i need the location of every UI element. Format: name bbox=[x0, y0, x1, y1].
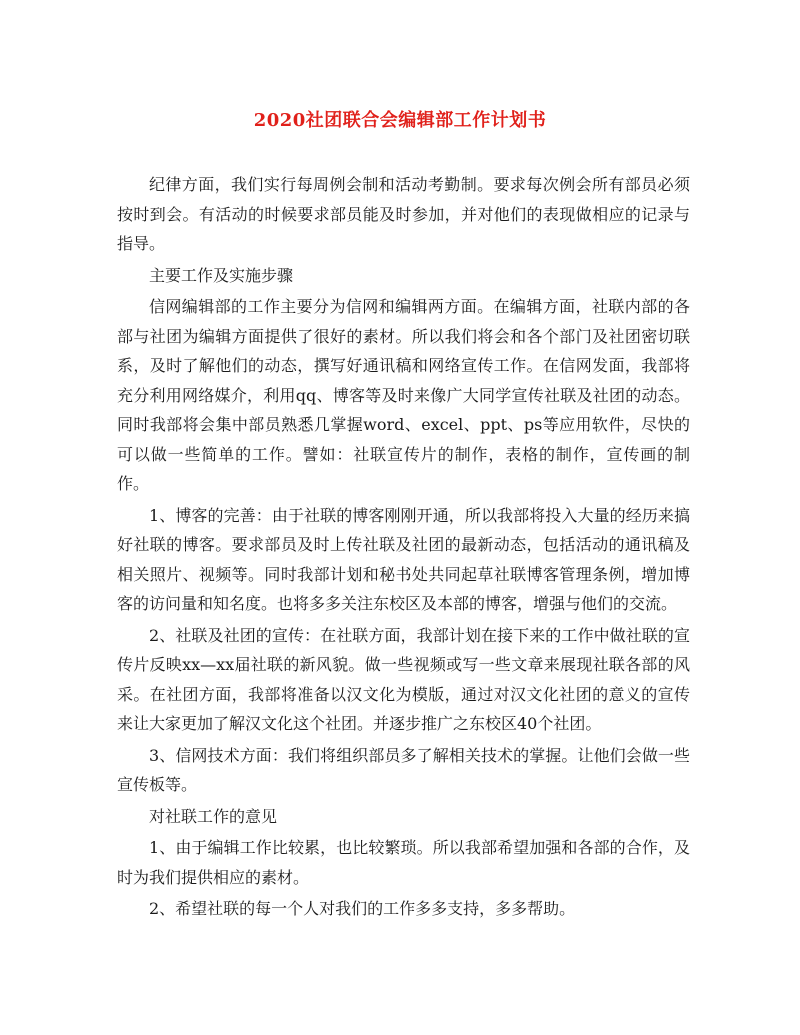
paragraph-tech: 3、信网技术方面：我们将组织部员多了解相关技术的掌握。让他们会做一些宣传板等。 bbox=[117, 745, 690, 794]
document-body bbox=[117, 170, 690, 926]
paragraph-promotion: 2、社联及社团的宣传：在社联方面，我部计划在接下来的工作中做社联的宣传片反映xx—xx届社联的新风貌。做一些视频或写一些文章来展现社联各部的风采。在社团方面，我部将准备以汉文化为模版，通过对汉文化社团的意义的宣传来让大家更加了解汉文化这个社团。并逐步推广之东校区40个社团。 bbox=[117, 625, 690, 733]
paragraph-suggestion-1: 1、由于编辑工作比较累，也比较繁琐。所以我部希望加强和各部的合作，及时为我们提供相应的素材。 bbox=[117, 838, 690, 887]
section-heading-main-work: 主要工作及实施步骤 bbox=[149, 265, 294, 285]
document-title: 2020社团联合会编辑部工作计划书 bbox=[253, 110, 547, 131]
paragraph-suggestion-2: 2、希望社联的每一个人对我们的工作多多支持，多多帮助。 bbox=[149, 899, 576, 918]
section-heading-suggestions: 对社联工作的意见 bbox=[149, 806, 278, 826]
paragraph-network-editing: 信网编辑部的工作主要分为信网和编辑两方面。在编辑方面，社联内部的各部与社团为编辑方面提供了很好的素材。所以我们将会和各个部门及社团密切联系，及时了解他们的动态，撰写好通讯稿和网络宣传工作。在信网发面，我部将充分利用网络媒介，利用qq、博客等及时来像广大同学宣传社联及社团的动态。同时我部将会集中部员熟悉几掌握word、excel、ppt、ps等应用软件，尽快的可以做一些简单的工作。譬如：社联宣传片的制作，表格的制作，宣传画的制作。 bbox=[117, 297, 690, 493]
paragraph-blog: 1、博客的完善：由于社联的博客刚刚开通，所以我部将投入大量的经历来搞好社联的博客。要求部员及时上传社联及社团的最新动态，包括活动的通讯稿及相关照片、视频等。同时我部计划和秘书处共同起草社联博客管理条例，增加博客的访问量和知名度。也将多多关注东校区及本部的博客，增强与他们的交流。 bbox=[117, 505, 690, 613]
paragraph-discipline: 纪律方面，我们实行每周例会制和活动考勤制。要求每次例会所有部员必须按时到会。有活动的时候要求部员能及时参加，并对他们的表现做相应的记录与指导。 bbox=[117, 175, 690, 253]
